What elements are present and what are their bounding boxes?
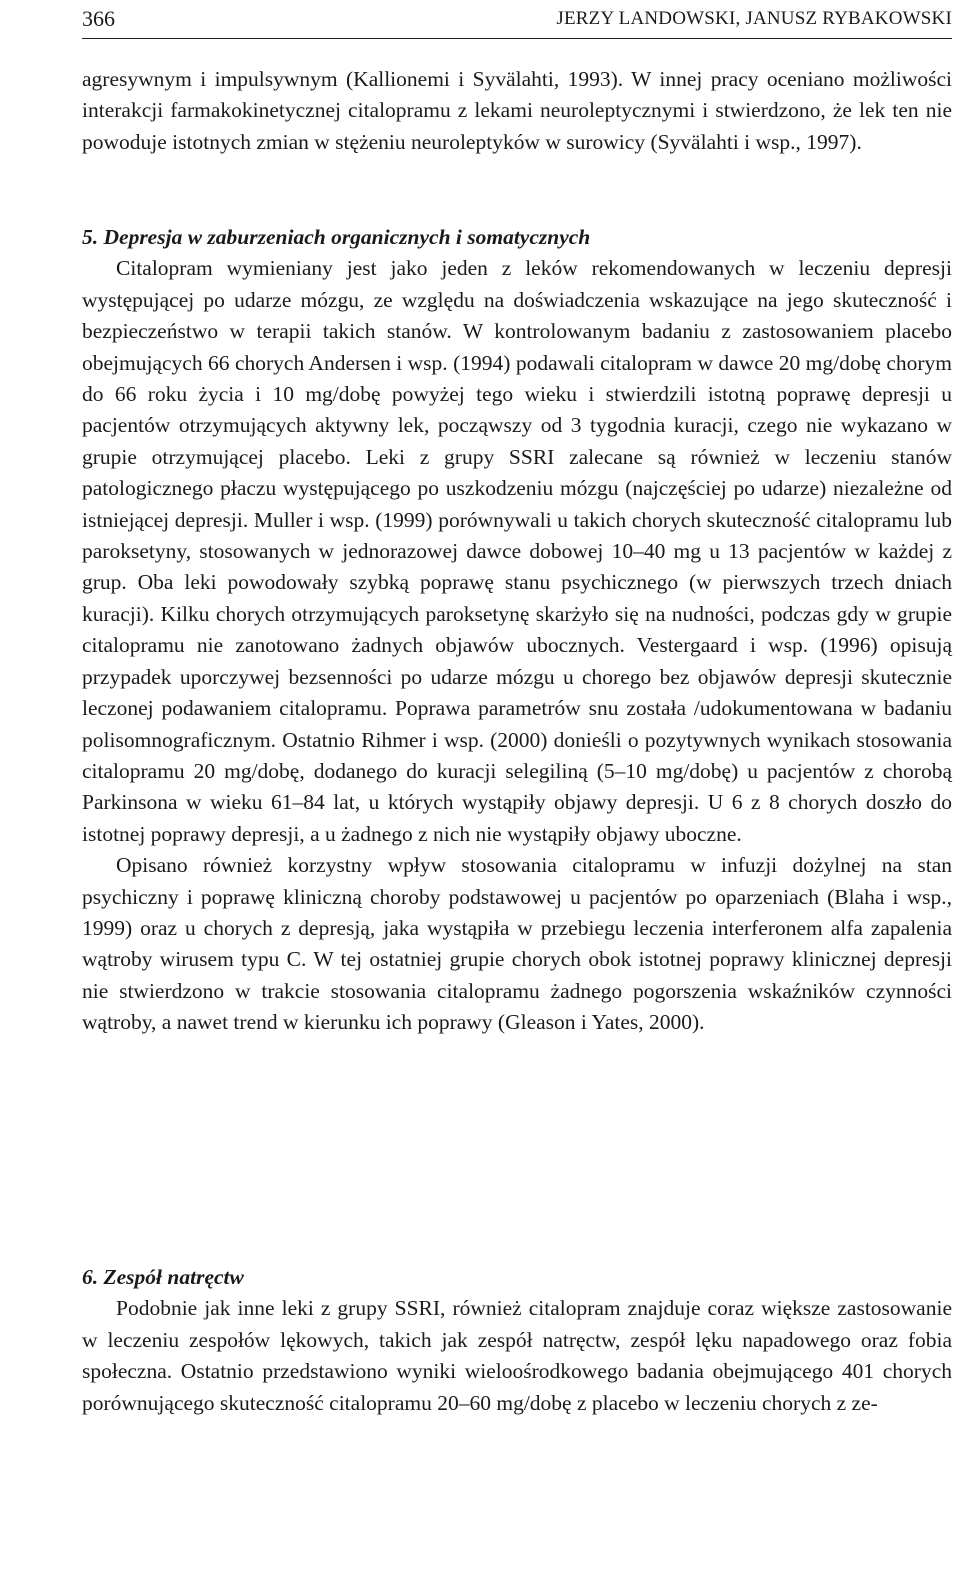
page-number: 366: [82, 6, 115, 31]
section-5-paragraph-1: Citalopram wymieniany jest jako jeden z leków rekomendowanych w leczeniu depresji występującej po udarze mózgu, ze względu na doświadczenia wskazujące na jego skuteczność i bezpieczeństwo w terapii takich stanów. W kontrolowanym badaniu z zastosowaniem placebo obejmujących 66 chorych Andersen i wsp. (1994) podawali citalopram w dawce 20 mg/dobę chorym do 66 roku życia i 10 mg/dobę powyżej tego wieku i stwierdzili istotną poprawę depresji u pacjentów otrzymujących aktywny lek, począwszy od 3 tygodnia kuracji, czego nie wykazano w grupie otrzymującej placebo. Leki z grupy SSRI zalecane są również w leczeniu stanów patologicznego płaczu występującego po uszkodzeniu mózgu (najczęściej po udarze) niezależne od istniejącej depresji. Muller i wsp. (1999) porównywali u takich chorych skuteczność citalopramu lub paroksetyny, stosowanych w jednorazowej dawce dobowej 10–40 mg u 13 pacjentów w każdej z grup. Oba leki powodowały szybką poprawę stanu psychicznego (w pierwszych trzech dniach kuracji). Kilku chorych otrzymujących paroksetynę skarżyło się na nudności, podczas gdy w grupie citalopramu nie zanotowano żadnych objawów ubocznych. Vestergaard i wsp. (1996) opisują przypadek uporczywej bezsenności po udarze mózgu u chorego bez objawów depresji skutecznie leczonej podawaniem citalopramu. Poprawa parametrów snu została /udokumentowana w badaniu polisomnograficznym. Ostatnio Rihmer i wsp. (2000) donieśli o pozytywnych wynikach stosowania citalopramu 20 mg/dobę, dodanego do kuracji selegiliną (5–10 mg/dobę) u pacjentów z chorobą Parkinsona w wieku 61–84 lat, u których wystąpiły objawy depresji. U 6 z 8 chorych doszło do istotnej poprawy depresji, a u żadnego z nich nie wystąpiły objawy uboczne.: [82, 256, 952, 846]
intro-paragraph: agresywnym i impulsywnym (Kallionemi i Syvälahti, 1993). W innej pracy oceniano możliwości interakcji farmakokinetycznej citalopramu z lekami neuroleptycznymi i stwierdzono, że lek ten nie powoduje istotnych zmian w stężeniu neuroleptyków w surowicy (Syvälahti i wsp., 1997).: [82, 67, 952, 154]
section-6-title: Zespół natręctw: [103, 1265, 244, 1289]
section-6-heading: [82, 1262, 952, 1293]
section-5-heading: [82, 222, 952, 253]
section-5: [82, 222, 952, 1039]
section-5-paragraph-2: Opisano również korzystny wpływ stosowania citalopramu w infuzji dożylnej na stan psychiczny i poprawę kliniczną choroby podstawowej u pacjentów po oparzeniach (Blaha i wsp., 1999) oraz u chorych z depresją, jaka wystąpiła w przebiegu leczenia interferonem alfa zapalenia wątroby wirusem typu C. W tej ostatniej grupie chorych obok istotnej poprawy klinicznej depresji nie stwierdzono w trakcie stosowania citalopramu żadnego pogorszenia wskaźników czynności wątroby, a nawet trend w kierunku ich poprawy (Gleason i Yates, 2000).: [82, 853, 952, 1035]
section-5-number: 5.: [82, 225, 99, 249]
running-title: JERZY LANDOWSKI, JANUSZ RYBAKOWSKI: [556, 8, 952, 29]
section-6-paragraph-1: Podobnie jak inne leki z grupy SSRI, również citalopram znajduje coraz większe zastosowanie w leczeniu zespołów lękowych, takich jak zespół natręctw, zespół lęku napadowego oraz fobia społeczna. Ostatnio przedstawiono wyniki wieloośrodkowego badania obejmującego 401 chorych porównującego skuteczność citalopramu 20–60 mg/dobę z placebo w leczeniu chorych z ze-: [82, 1296, 952, 1415]
running-header: [82, 2, 952, 39]
section-6-number: 6.: [82, 1265, 99, 1289]
intro-block: [82, 64, 952, 158]
section-6: [82, 1262, 952, 1419]
section-5-title: Depresja w zaburzeniach organicznych i somatycznych: [103, 225, 591, 249]
